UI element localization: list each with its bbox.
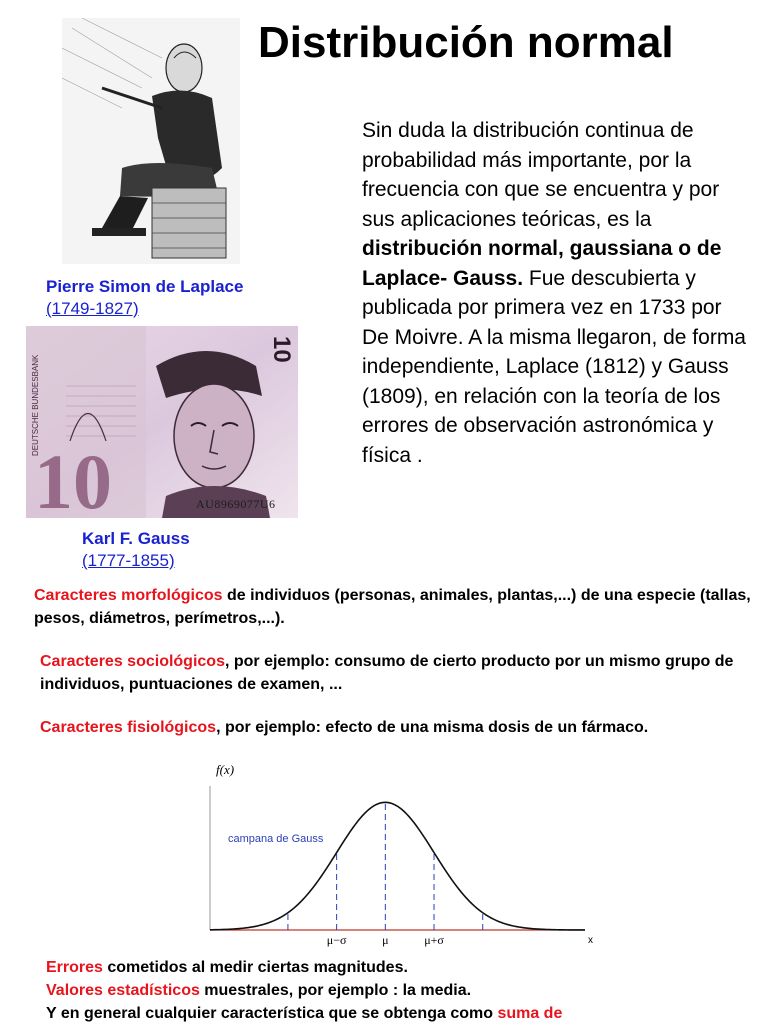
paragraph-sociologicos (40, 650, 760, 696)
y-axis-label: f(x) (216, 762, 235, 777)
highlight-errores: Errores (46, 959, 103, 976)
text-sociologicos: , por ejemplo: consumo de cierto producto por un mismo grupo de individuos, puntuaciones de examen, ... (40, 653, 734, 693)
banknote-bank-label: DEUTSCHE BUNDESBANK (31, 354, 40, 456)
gauss-years: (1777-1855) (82, 551, 175, 570)
gauss-banknote (26, 326, 298, 518)
gauss-name: Karl F. Gauss (82, 529, 190, 548)
bottom-line-2 (46, 979, 766, 1002)
highlight-sociologicos: Caracteres sociológicos (40, 653, 225, 670)
laplace-years: (1749-1827) (46, 299, 139, 318)
bell-curve (210, 802, 585, 930)
text-fisiologicos: , por ejemplo: efecto de una misma dosis de un fármaco. (216, 719, 649, 736)
intro-paragraph (362, 116, 752, 470)
highlight-morfologicos: Caracteres morfológicos (34, 587, 223, 604)
bottom-text (46, 956, 766, 1025)
text-valores: muestrales, por ejemplo : la media. (199, 982, 472, 999)
intro-bold: distribución normal, gaussiana o de Laplace- Gauss. (362, 237, 722, 290)
gauss-caption (82, 528, 190, 572)
bottom-line-1 (46, 956, 766, 979)
tick-mu-minus-sigma: μ−σ (326, 933, 347, 947)
page-title: Distribución normal (258, 18, 674, 67)
text-errores: cometidos al medir ciertas magnitudes. (102, 959, 408, 976)
laplace-caption (46, 276, 243, 320)
paragraph-morfologicos (34, 584, 754, 630)
highlight-valores: Valores estadísticos (46, 982, 200, 999)
highlight-fisiologicos: Caracteres fisiológicos (40, 719, 217, 736)
paragraph-fisiologicos (40, 716, 760, 739)
text-morfologicos: de individuos (personas, animales, plantas,...) de una especie (tallas, pesos, diámetros, perímetros,...). (34, 587, 751, 627)
banknote-corner-number: 10 (268, 336, 295, 363)
tick-mu-plus-sigma: μ+σ (424, 933, 444, 947)
intro-text-2: Fue descubierta y publicada por primera vez en 1733 por De Moivre. A la misma llegaron, de forma independiente, Laplace (1812) y Gauss (1809), en relación con la teoría de los errores de observación astronómica y física . (362, 266, 746, 467)
bottom-line-3 (46, 1002, 766, 1025)
laplace-name: Pierre Simon de Laplace (46, 277, 244, 296)
intro-text-1: Sin duda la distribución continua de probabilidad más importante, por la frecuencia con que se encuentra y por sus aplicaciones teóricas, es la (362, 119, 720, 231)
tick-mu: μ (382, 933, 389, 947)
highlight-suma: suma de (497, 1005, 563, 1022)
banknote-serial: AU8969077U6 (196, 497, 276, 511)
gauss-bell-chart (200, 756, 610, 952)
laplace-portrait (62, 18, 240, 264)
curve-annotation: campana de Gauss (228, 833, 324, 845)
banknote-big-number: 10 (34, 438, 112, 518)
text-general: Y en general cualquier característica que se obtenga como (46, 1005, 498, 1022)
x-axis-label: x (588, 935, 593, 946)
